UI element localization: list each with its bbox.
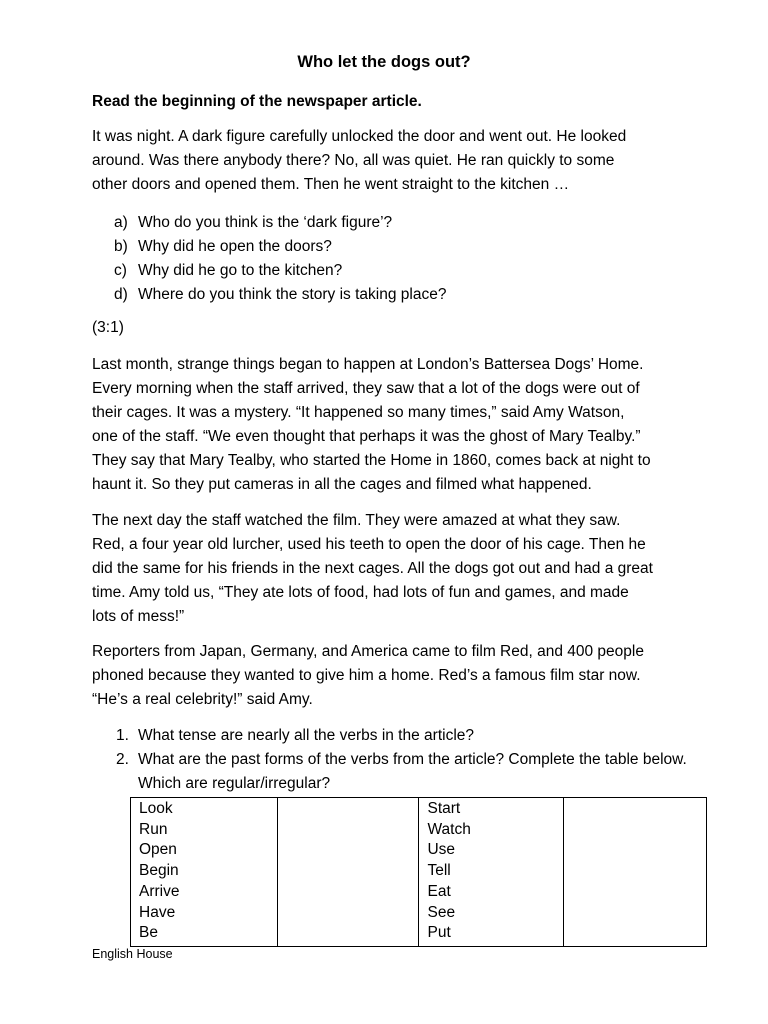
verb-cell: Watch	[427, 820, 471, 838]
question-text: Who do you think is the ‘dark figure’?	[138, 214, 393, 231]
verb-cell: Begin	[139, 862, 179, 880]
article-line: Every morning when the staff arrived, they saw that a lot of the dogs were out of	[92, 380, 640, 397]
verb-cell: Look	[139, 800, 173, 817]
intro-line: It was night. A dark figure carefully unlocked the door and went out. He looked	[92, 128, 627, 145]
article-line: haunt it. So they put cameras in all the cages and filmed what happened.	[92, 476, 592, 493]
article-line: phoned because they wanted to give him a home. Red’s a famous film star now.	[92, 667, 641, 684]
verb-cell: See	[427, 903, 456, 921]
verb-cell: Eat	[427, 882, 451, 900]
verb-cell: Put	[427, 924, 451, 942]
question-marker: d)	[114, 286, 128, 303]
page-title: Who let the dogs out?	[297, 53, 471, 71]
article-paragraph-2	[92, 509, 722, 629]
article-paragraph-1	[92, 353, 722, 497]
article-paragraph-3	[92, 640, 722, 712]
verb-cell: Tell	[427, 862, 451, 880]
article-line: They say that Mary Tealby, who started the Home in 1860, comes back at night to	[92, 452, 651, 469]
table-row	[131, 798, 707, 947]
article-line: their cages. It was a mystery. “It happened so many times,” said Amy Watson,	[92, 404, 625, 421]
verb-table	[130, 797, 707, 947]
footer-brand: English House	[92, 947, 173, 961]
question-text: Where do you think the story is taking place?	[138, 286, 447, 303]
question-marker: c)	[114, 262, 127, 279]
article-line: Red, a four year old lurcher, used his teeth to open the door of his cage. Then he	[92, 536, 646, 553]
question-list	[114, 211, 446, 307]
task-text: What are the past forms of the verbs from the article? Complete the table below. Which are regular/irregular?	[138, 751, 687, 792]
question-marker: a)	[114, 214, 128, 231]
past-form-answer-column-1[interactable]	[277, 798, 419, 947]
verb-cell: Be	[139, 924, 158, 942]
question-item	[114, 283, 446, 307]
article-line: time. Amy told us, “They ate lots of food, had lots of fun and games, and made	[92, 584, 629, 601]
article-line: The next day the staff watched the film. They were amazed at what they saw.	[92, 512, 621, 529]
task-list	[116, 724, 716, 796]
question-marker: b)	[114, 238, 128, 255]
intro-paragraph	[92, 125, 722, 197]
article-line: “He’s a real celebrity!” said Amy.	[92, 691, 313, 708]
intro-line: other doors and opened them. Then he went straight to the kitchen …	[92, 176, 570, 193]
question-text: Why did he go to the kitchen?	[138, 262, 343, 279]
article-line: lots of mess!”	[92, 608, 185, 625]
instruction-heading: Read the beginning of the newspaper article.	[92, 93, 422, 110]
past-form-answer-column-2[interactable]	[564, 798, 707, 947]
verb-cell: Arrive	[139, 882, 180, 900]
task-number: 1.	[116, 727, 129, 744]
intro-line: around. Was there anybody there? No, all was quiet. He ran quickly to some	[92, 152, 615, 169]
section-reference: (3:1)	[92, 319, 124, 336]
article-line: did the same for his friends in the next cages. All the dogs got out and had a great	[92, 560, 653, 577]
article-line: Last month, strange things began to happen at London’s Battersea Dogs’ Home.	[92, 356, 644, 373]
question-item	[114, 235, 446, 259]
article-line: Reporters from Japan, Germany, and America came to film Red, and 400 people	[92, 643, 644, 660]
task-text: What tense are nearly all the verbs in the article?	[138, 727, 475, 744]
base-verb-column-2	[419, 798, 564, 947]
task-number: 2.	[116, 751, 129, 768]
verb-cell: Open	[139, 841, 177, 859]
verb-cell: Run	[139, 820, 168, 838]
base-verb-column-1	[131, 798, 278, 947]
question-item	[114, 259, 446, 283]
verb-cell: Start	[427, 800, 461, 817]
task-item	[116, 748, 716, 796]
task-item	[116, 724, 716, 748]
question-item	[114, 211, 446, 235]
verb-cell: Use	[427, 841, 456, 859]
verb-cell: Have	[139, 903, 176, 921]
article-line: one of the staff. “We even thought that perhaps it was the ghost of Mary Tealby.”	[92, 428, 641, 445]
question-text: Why did he open the doors?	[138, 238, 332, 255]
